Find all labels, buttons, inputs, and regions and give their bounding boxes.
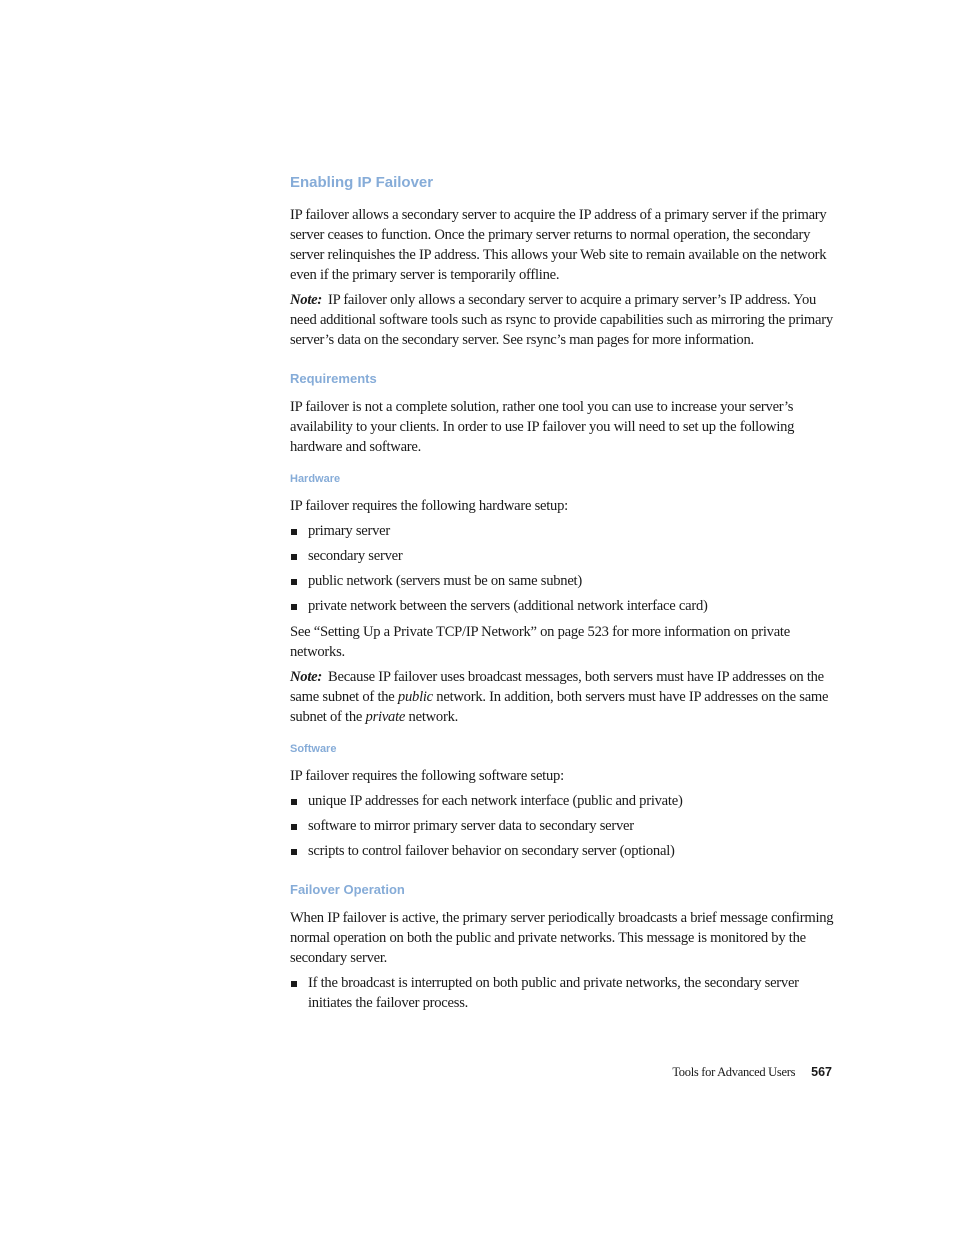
page-number: 567 bbox=[811, 1065, 832, 1079]
note-label: Note: bbox=[290, 292, 322, 308]
bullet-square-icon bbox=[291, 981, 297, 987]
software-heading: Software bbox=[290, 743, 337, 755]
list-item-text: secondary server bbox=[308, 548, 403, 564]
see-also-paragraph: See “Setting Up a Private TCP/IP Network” on page 523 for more information on private networks. bbox=[290, 624, 790, 660]
software-intro: IP failover requires the following software setup: bbox=[290, 768, 564, 784]
bullet-square-icon bbox=[291, 579, 297, 585]
bullet-square-icon bbox=[291, 554, 297, 560]
note-emphasis: public bbox=[397, 689, 433, 705]
operation-intro: When IP failover is active, the primary server periodically broadcasts a brief message confirming normal operation on both the public and private networks. This message is monitored by the secondary server. bbox=[290, 910, 834, 966]
list-item-text: If the broadcast is interrupted on both public and private networks, the secondary server initiates the failover process. bbox=[308, 975, 799, 1011]
list-item-text: software to mirror primary server data to secondary server bbox=[308, 818, 634, 834]
bullet-square-icon bbox=[291, 849, 297, 855]
list-item bbox=[290, 816, 835, 836]
list-item bbox=[290, 973, 835, 1013]
list-item bbox=[290, 571, 835, 591]
hardware-note-paragraph bbox=[290, 667, 835, 727]
list-item-text: public network (servers must be on same subnet) bbox=[308, 573, 582, 589]
list-item-text: primary server bbox=[308, 523, 390, 539]
note-emphasis: private bbox=[365, 709, 406, 725]
bullet-square-icon bbox=[291, 529, 297, 535]
note-text: network. In addition, both servers must have IP addresses on the same subnet of the bbox=[290, 689, 829, 725]
hardware-heading: Hardware bbox=[290, 473, 341, 485]
list-item bbox=[290, 791, 835, 811]
page-footer bbox=[290, 1063, 832, 1081]
hardware-list bbox=[290, 521, 835, 616]
bullet-square-icon bbox=[291, 799, 297, 805]
note-label: Note: bbox=[290, 669, 322, 685]
note-text: Because IP failover uses broadcast messages, both servers must have IP addresses on the same subnet of the bbox=[290, 669, 824, 705]
failover-operation-heading: Failover Operation bbox=[290, 882, 405, 897]
list-item bbox=[290, 521, 835, 541]
note-paragraph bbox=[290, 290, 835, 350]
operation-list bbox=[290, 973, 835, 1013]
software-list bbox=[290, 791, 835, 861]
note-text: IP failover only allows a secondary server to acquire a primary server’s IP address. You need additional software tools such as rsync to provide capabilities such as mirroring the primary server’s data on the secondary server. See rsync’s man pages for more information. bbox=[290, 292, 833, 348]
list-item bbox=[290, 596, 835, 616]
list-item bbox=[290, 841, 835, 861]
requirements-heading: Requirements bbox=[290, 371, 377, 386]
section-intro: IP failover allows a secondary server to acquire the IP address of a primary server if the primary server ceases to function. Once the primary server returns to normal operation, the secondary server relinquishes the IP address. This allows your Web site to remain available on the network even if the primary server is temporarily offline. bbox=[290, 207, 827, 283]
requirements-intro: IP failover is not a complete solution, rather one tool you can use to increase your server’s availability to your clients. In order to use IP failover you will need to set up the following hardware and software. bbox=[290, 399, 795, 455]
list-item-text: scripts to control failover behavior on secondary server (optional) bbox=[308, 843, 675, 859]
bullet-square-icon bbox=[291, 604, 297, 610]
bullet-square-icon bbox=[291, 824, 297, 830]
list-item-text: private network between the servers (additional network interface card) bbox=[308, 598, 708, 614]
list-item-text: unique IP addresses for each network interface (public and private) bbox=[308, 793, 683, 809]
list-item bbox=[290, 546, 835, 566]
note-text: network. bbox=[405, 709, 459, 725]
hardware-intro: IP failover requires the following hardware setup: bbox=[290, 498, 568, 514]
footer-chapter-title: Tools for Advanced Users bbox=[672, 1065, 796, 1079]
page-content bbox=[290, 172, 835, 1019]
section-heading: Enabling IP Failover bbox=[290, 174, 434, 191]
